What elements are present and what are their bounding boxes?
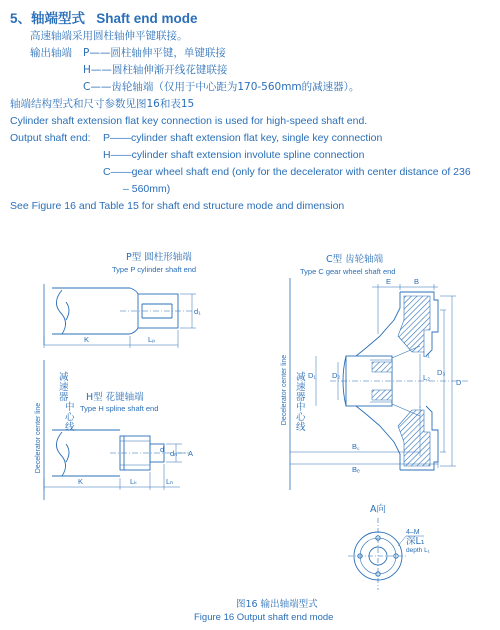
c-be-label: Bₑ: [352, 465, 360, 474]
h-k-label: K: [78, 477, 84, 486]
c-d1-label: D₁: [308, 371, 316, 380]
h-d-label: d: [160, 445, 165, 454]
zh-line-3: H——圆柱轴伸渐开线花键联接: [83, 64, 228, 76]
en-line-4a: C——gear wheel shaft end (only for the decelerator with center distance of 236: [103, 166, 471, 178]
en-line-2: P——cylinder shaft extension flat key, single key connection: [103, 132, 383, 144]
c-l1-label: L₁: [423, 350, 430, 359]
view-a-depth-en: depth L₁: [406, 547, 430, 554]
c-type-title-en: Type C gear wheel shaft end: [300, 267, 396, 276]
zh-line-5: 轴端结构型式和尺寸参数见图16和表15: [10, 98, 195, 110]
zh-line-2-lead: 输出轴端: [30, 47, 72, 59]
view-a-title: A向: [370, 504, 386, 515]
c-type-title-zh: C型 齿轮轴端: [326, 254, 384, 265]
view-a-drawing: [348, 503, 431, 590]
c-e-label: E: [386, 277, 392, 286]
left-centerline-en: Decelerator center line: [35, 402, 42, 474]
c-d-label: D: [456, 378, 462, 387]
p-d1-label: d₁: [194, 307, 201, 316]
heading-zh: 轴端型式: [31, 11, 86, 26]
left-zh-3: 中: [65, 402, 75, 413]
h-lh-label: Lₕ: [166, 477, 174, 486]
en-line-3: H——cylinder shaft extension involute spline connection: [103, 149, 365, 161]
right-zh-2: 器: [296, 392, 306, 403]
h-lk-label: Lₖ: [130, 477, 138, 486]
p-type-title-zh: P型 圆柱形轴端: [126, 252, 192, 263]
c-d3-label: D₃: [437, 368, 446, 377]
right-zh-1: 速: [296, 382, 306, 393]
c-l2-label: L₂: [423, 373, 431, 382]
p-k-label: K: [84, 335, 90, 344]
p-type-drawing: [44, 251, 201, 348]
heading-en: Shaft end mode: [96, 11, 198, 26]
p-type-title-en: Type P cylinder shaft end: [112, 265, 197, 274]
view-a-depth-zh: 深L₁: [406, 536, 425, 547]
left-zh-4: 心: [65, 412, 75, 423]
left-zh-2: 器: [59, 392, 69, 403]
c-bc-label: B꜀: [352, 442, 360, 451]
right-zh-5: 线: [296, 422, 306, 433]
en-line-5: See Figure 16 and Table 15 for shaft end structure mode and dimension: [10, 200, 345, 212]
h-dh-label: dₕ: [170, 449, 178, 458]
left-zh-0: 减: [59, 372, 69, 383]
figure-caption-zh: 图16 输出轴端型式: [236, 599, 318, 610]
heading-number: 5、: [10, 11, 32, 26]
right-centerline-en: Decelerator center line: [281, 354, 288, 426]
left-zh-5: 线: [65, 422, 75, 433]
p-lp-label: Lₚ: [148, 335, 156, 344]
c-b-label: B: [414, 277, 420, 286]
zh-line-1: 高速轴端采用圆柱轴伸平键联接。: [30, 30, 188, 42]
figure-caption-en: Figure 16 Output shaft end mode: [194, 612, 334, 623]
c-d2-label: D₂: [332, 371, 341, 380]
h-a-label: A: [188, 449, 194, 458]
c-type-drawing: [281, 253, 470, 490]
right-zh-4: 心: [296, 412, 306, 423]
right-zh-0: 减: [296, 372, 306, 383]
h-type-title-zh: H型 花键轴端: [86, 392, 144, 403]
left-zh-1: 速: [59, 382, 69, 393]
en-line-1: Cylinder shaft extension flat key connection is used for high-speed shaft end.: [10, 115, 368, 127]
zh-line-4: C——齿轮轴端（仅用于中心距为170-560mm的减速器）。: [83, 81, 360, 93]
en-line-4b: – 560mm): [123, 183, 171, 195]
zh-line-2: P——圆柱轴伸平键，单键联接: [83, 47, 226, 59]
right-zh-3: 中: [296, 402, 306, 413]
view-a-m-label: 4–M: [406, 529, 420, 536]
en-line-2-lead: Output shaft end:: [10, 132, 91, 144]
h-type-title-en: Type H spline shaft end: [80, 404, 159, 413]
